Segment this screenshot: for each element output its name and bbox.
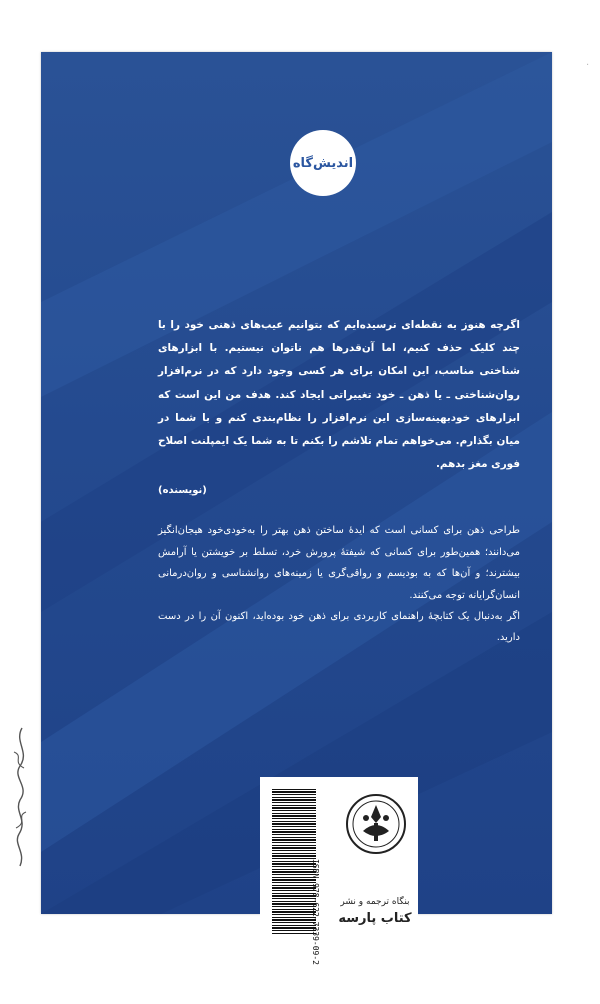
blurb-paragraph-1: اگرچه هنوز به نقطه‌ای نرسیده‌ایم که بتوانیم عیب‌های ذهنی خود را با چند کلیک حذف کنیم، اما آن‌قدرها هم ناتوان نیستیم. با ابزارهای شناختی مناسب، این امکان برای هر کسی وجود دارد که در نرم‌افزار روان‌شناختی ـ یا ذهن ـ خود تغییراتی ایجاد کند. هدف من این است که ابزارهای خودبهینه‌سازی این نرم‌افزار را نظام‌بندی کنم و با شما در میان بگذارم. می‌خواهم تمام تلاشم را بکنم تا به شما یک ایمپلنت اصلاح فوری مغز بدهم. (158, 319, 520, 471)
blurb-paragraph-3: اگر به‌دنبال یک کتابچهٔ راهنمای کاربردی برای ذهن خود بوده‌اید، اکنون آن را در دست دارید. (158, 611, 520, 644)
book-back-cover (41, 52, 552, 965)
blurb-paragraph-2: طراحی ذهن برای کسانی است که ایدهٔ ساختن ذهن بهتر را به‌خودی‌خود هیجان‌انگیز می‌دانند؛ همین‌طور برای کسانی که شیفتهٔ پرورش خرد، تسلط بر خویشتن یا آرامش بیشترند؛ و آن‌ها که به بودیسم و رواقی‌گری یا زمینه‌های روانشناسی و روان‌درمانی انسان‌گرایانه توجه می‌کنند. (158, 525, 520, 601)
logo-text: اندیش‌گاه (292, 155, 354, 171)
blurb (158, 314, 520, 649)
handwritten-signature (4, 722, 38, 872)
publisher-name: کتاب پارسه (338, 911, 412, 926)
publisher-emblem-icon (345, 793, 407, 855)
andishgah-logo (290, 130, 356, 196)
publisher-subtitle: بنگاه ترجمه و نشر (340, 897, 410, 907)
author-attribution: (نویسنده) (158, 485, 207, 497)
barcode (272, 789, 316, 934)
isbn-text: ISBN 978-622-7339-09-2 (311, 859, 320, 965)
publisher-panel (260, 777, 418, 965)
page-mark: · (586, 60, 590, 71)
